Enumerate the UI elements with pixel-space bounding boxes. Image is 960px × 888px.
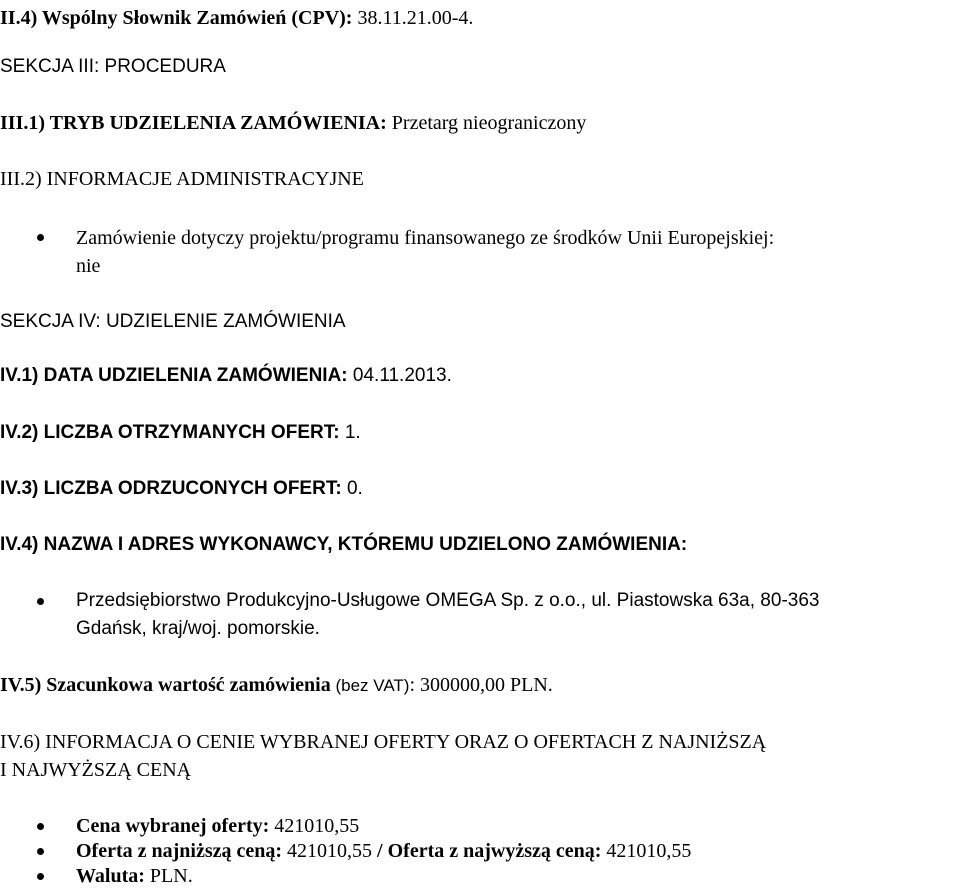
estimated-value-line: [0, 673, 553, 698]
award-date-label: IV.1) DATA UDZIELENIA ZAMÓWIENIA:: [0, 365, 348, 386]
offers-rejected-label: IV.3) LICZBA ODRZUCONYCH OFERT:: [0, 478, 342, 499]
bullet-icon: [37, 598, 44, 605]
price-range-line: [76, 839, 691, 863]
procedure-mode-label: III.1) TRYB UDZIELENIA ZAMÓWIENIA:: [0, 112, 387, 134]
lowest-price-value: 421010,55: [282, 840, 378, 862]
bullet-icon: [37, 848, 44, 855]
offers-received-value: 1.: [339, 422, 361, 443]
price-info-title-line2: I NAJWYŻSZĄ CENĄ: [0, 759, 192, 781]
estimated-value-amount: : 300000,00 PLN.: [409, 674, 553, 696]
eu-funding-line1: Zamówienie dotyczy projektu/programu finansowanego ze środków Unii Europejskiej:: [76, 227, 775, 249]
admin-info-title: III.2) INFORMACJE ADMINISTRACYJNE: [0, 168, 364, 190]
bullet-icon: [37, 823, 44, 830]
bullet-icon: [37, 234, 44, 241]
highest-price-label: Oferta z najwyższą ceną:: [382, 840, 602, 862]
price-info-title-line1: IV.6) INFORMACJA O CENIE WYBRANEJ OFERTY ORAZ O OFERTACH Z NAJNIŻSZĄ: [0, 731, 767, 753]
cpv-line: [0, 6, 473, 30]
currency-value: PLN.: [144, 865, 193, 887]
contractor-address-line1: Przedsiębiorstwo Produkcyjno-Usługowe OMEGA Sp. z o.o., ul. Piastowska 63a, 80-363: [76, 590, 820, 611]
eu-funding-line2: nie: [76, 255, 101, 277]
offers-rejected-value: 0.: [341, 478, 363, 499]
price-separator: /: [377, 840, 383, 862]
contractor-address-line2: Gdańsk, kraj/woj. pomorskie.: [76, 618, 320, 639]
cpv-label: II.4) Wspólny Słownik Zamówień (CPV):: [0, 7, 353, 29]
selected-price-value: 421010,55: [269, 815, 360, 837]
lowest-price-label: Oferta z najniższą ceną:: [76, 840, 283, 862]
estimated-value-note: (bez VAT): [330, 676, 410, 695]
procedure-mode-line: [0, 111, 586, 135]
selected-price-line: [76, 814, 359, 838]
procedure-mode-value: Przetarg nieograniczony: [386, 112, 587, 134]
offers-received-line: [0, 421, 361, 445]
cpv-value: 38.11.21.00-4.: [352, 7, 474, 29]
bullet-icon: [37, 873, 44, 880]
currency-label: Waluta:: [76, 865, 145, 887]
estimated-value-label: IV.5) Szacunkowa wartość zamówienia: [0, 674, 331, 696]
award-date-value: 04.11.2013.: [347, 365, 452, 386]
highest-price-value: 421010,55: [601, 840, 692, 862]
selected-price-label: Cena wybranej oferty:: [76, 815, 270, 837]
award-date-line: [0, 364, 452, 388]
offers-received-label: IV.2) LICZBA OTRZYMANYCH OFERT:: [0, 422, 340, 443]
section4-title: SEKCJA IV: UDZIELENIE ZAMÓWIENIA: [0, 311, 346, 332]
section3-title: SEKCJA III: PROCEDURA: [0, 56, 226, 77]
offers-rejected-line: [0, 477, 363, 501]
contractor-title: IV.4) NAZWA I ADRES WYKONAWCY, KTÓREMU UDZIELONO ZAMÓWIENIA:: [0, 534, 688, 555]
currency-line: [76, 864, 193, 888]
